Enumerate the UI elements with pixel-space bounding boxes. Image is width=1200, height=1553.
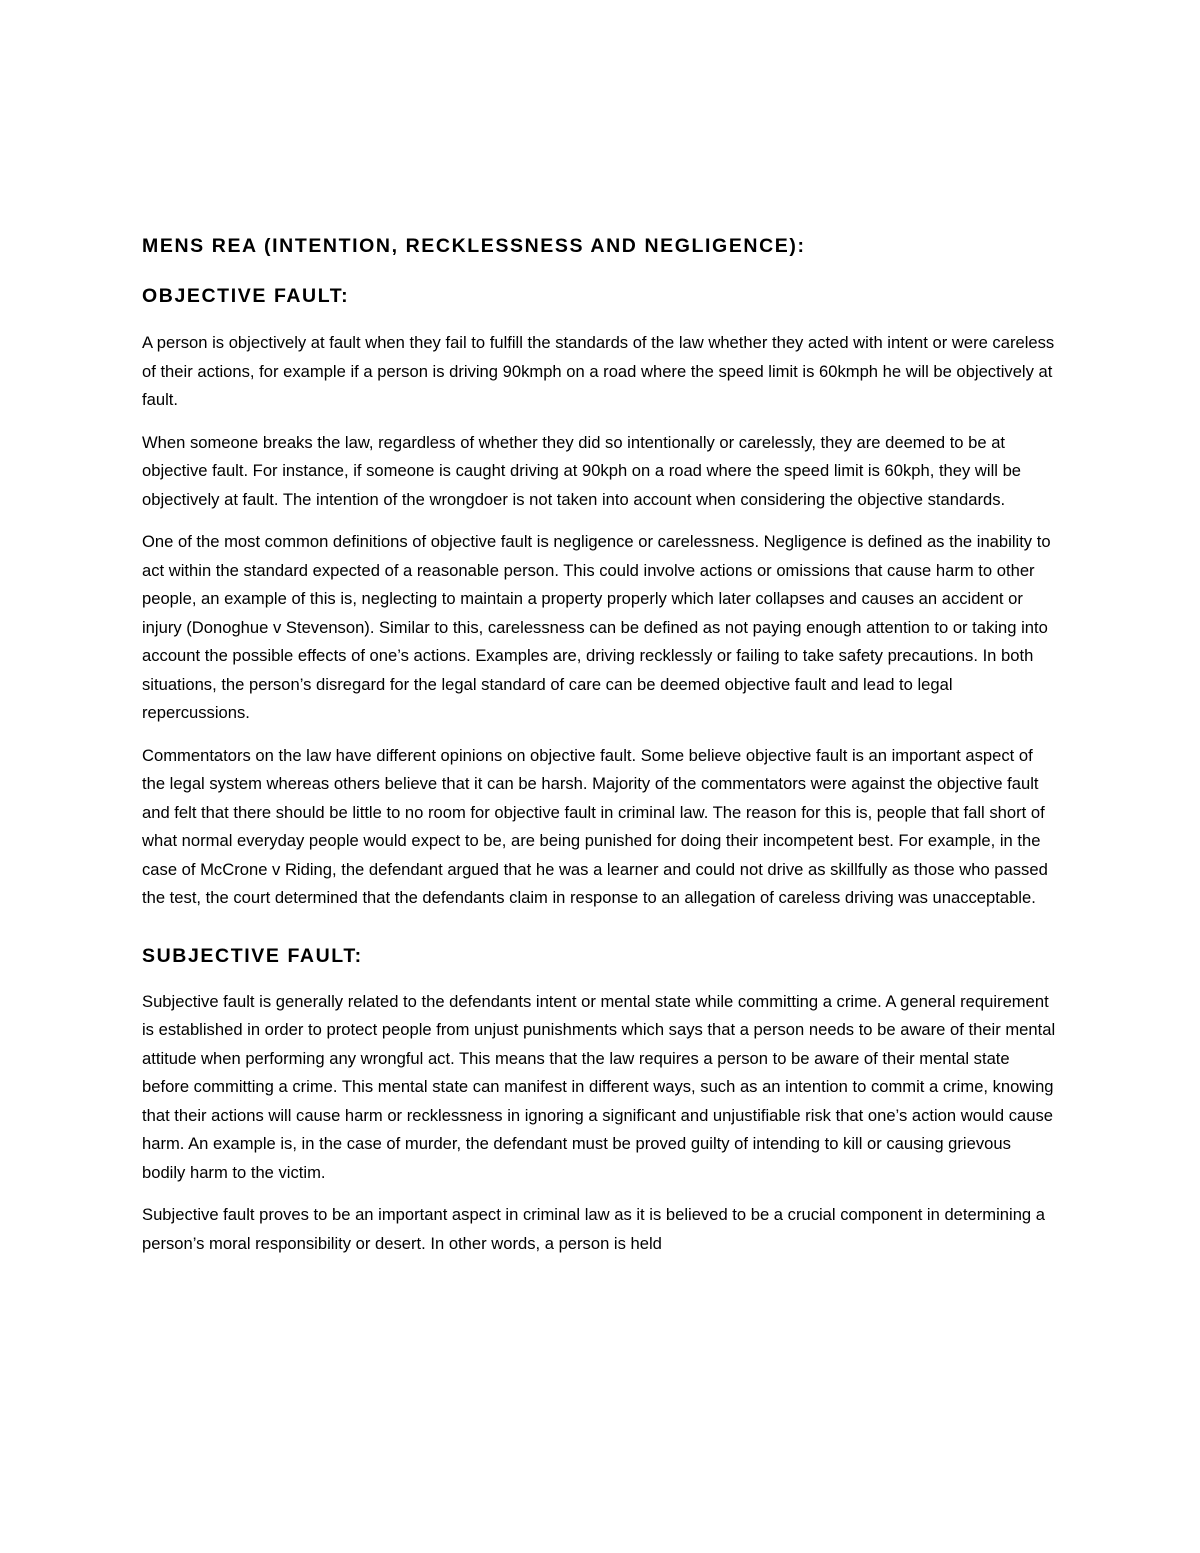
section-heading-objective-fault: OBJECTIVE FAULT:	[142, 285, 350, 307]
section-objective-fault	[142, 281, 1058, 913]
paragraph: Subjective fault proves to be an important aspect in criminal law as it is believed to be a crucial component in determining a person’s moral responsibility or desert. In other words, a person is held	[142, 1205, 1045, 1253]
section-heading-subjective-fault: SUBJECTIVE FAULT:	[142, 944, 363, 967]
paragraph: One of the most common definitions of objective fault is negligence or carelessness. Negligence is defined as the inability to act within the standard expected of a reasonable person. This could involve actions or omissions that cause harm to other people, an example of this is, neglecting to maintain a property properly which later collapses and causes an accident or injury (Donoghue v Stevenson). Similar to this, carelessness can be defined as not paying enough attention to or taking into account the possible effects of one’s actions. Examples are, driving recklessly or failing to take safety precautions. In both situations, the person’s disregard for the legal standard of care can be deemed objective fault and lead to legal repercussions.	[142, 532, 1051, 722]
section-subjective-fault	[142, 941, 1058, 1259]
paragraph: A person is objectively at fault when they fail to fulfill the standards of the law whether they acted with intent or were careless of their actions, for example if a person is driving 90kmph on a road where the speed limit is 60kmph he will be objectively at fault.	[142, 333, 1055, 409]
paragraph: When someone breaks the law, regardless of whether they did so intentionally or carelessly, they are deemed to be at objective fault. For instance, if someone is caught driving at 90kph on a road where the speed limit is 60kph, they will be objectively at fault. The intention of the wrongdoer is not taken into account when considering the objective standards.	[142, 432, 1022, 509]
paragraph: Commentators on the law have different opinions on objective fault. Some believe objective fault is an important aspect of the legal system whereas others believe that it can be harsh. Majority of the commentators were against the objective fault and felt that there should be little to no room for objective fault in criminal law. The reason for this is, people that fall short of what normal everyday people would expect to be, are being punished for doing their incompetent best. For example, in the case of McCrone v Riding, the defendant argued that he was a learner and could not drive as skillfully as those who passed the test, the court determined that the defendants claim in response to an allegation of careless driving was unacceptable.	[142, 745, 1048, 907]
document-body	[142, 228, 1058, 1272]
paragraph: Subjective fault is generally related to the defendants intent or mental state while committing a crime. A general requirement is established in order to protect people from unjust punishments which says that a person needs to be aware of their mental attitude when performing any wrongful act. This means that the law requires a person to be aware of their mental state before committing a crime. This mental state can manifest in different ways, such as an intention to commit a crime, knowing that their actions will cause harm or recklessness in ignoring a significant and unjustifiable risk that one’s action would cause harm. An example is, in the case of murder, the defendant must be proved guilty of intending to kill or causing grievous bodily harm to the victim.	[142, 991, 1056, 1182]
document-title: MENS REA (INTENTION, RECKLESSNESS AND NEGLIGENCE):	[142, 235, 806, 257]
